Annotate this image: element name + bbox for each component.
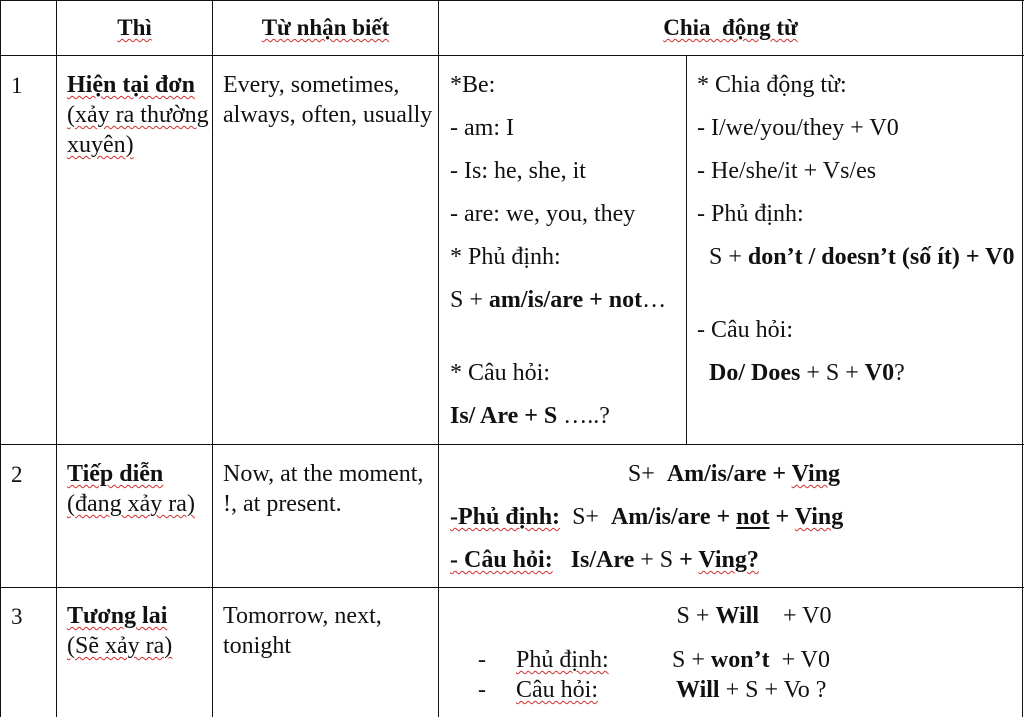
row1-be-neg-bold: am/is/are + not bbox=[488, 287, 643, 313]
row2-tense-desc: (đang xảy ra) bbox=[67, 491, 195, 517]
row1-verb-block bbox=[697, 70, 1019, 401]
row3-q-formula bbox=[676, 675, 826, 705]
row1-v-q-bold2: V0 bbox=[864, 360, 895, 386]
row3-q-tail: + S + Vo ? bbox=[719, 677, 827, 703]
row1-signal: Every, sometimes, always, often, usually bbox=[223, 72, 433, 128]
row1-be-neg-s: S + bbox=[450, 287, 489, 313]
row1-v-neg-s: S + bbox=[709, 244, 748, 270]
row1-be-am: - am: I bbox=[450, 115, 514, 141]
border-right bbox=[1022, 0, 1023, 717]
row3-neg-s: S + bbox=[672, 647, 711, 673]
row1-v-q-tail: ? bbox=[894, 360, 905, 386]
row3-affirmative bbox=[450, 601, 1018, 631]
row2-aff-s: S+ bbox=[627, 461, 667, 487]
row2-tense-name: Tiếp diễn bbox=[67, 461, 164, 487]
row1-v-q-mid: + S + bbox=[800, 360, 865, 386]
row2-question bbox=[450, 545, 1018, 588]
row2-aff-bold: Am/is/are + bbox=[666, 461, 792, 487]
row1-v-neg bbox=[697, 242, 1019, 315]
row3-neg-label: Phủ định: bbox=[516, 647, 609, 673]
row2-q-bold: Is/Are bbox=[552, 547, 635, 573]
row2-neg-s: S+ bbox=[560, 504, 611, 530]
row3-negative bbox=[478, 645, 1018, 675]
border-header-bottom bbox=[0, 55, 1024, 56]
row1-v-neg-title bbox=[697, 199, 1019, 242]
row3-neg-formula bbox=[672, 645, 830, 675]
row3-neg-bold: won’t bbox=[710, 647, 770, 673]
border-row1-bottom bbox=[0, 444, 1024, 445]
header-signal-text: Từ nhận biết bbox=[261, 15, 390, 40]
row1-v-q bbox=[697, 358, 1019, 401]
row2-signal: Now, at the moment, !, at present. bbox=[223, 461, 424, 517]
border-col3 bbox=[438, 0, 439, 717]
row2-aff-ving: Ving bbox=[791, 461, 841, 487]
row2-affirmative bbox=[450, 459, 1018, 502]
row1-be-title: *Be: bbox=[450, 72, 496, 98]
row2-negative bbox=[450, 502, 1018, 545]
border-col1 bbox=[56, 0, 57, 717]
header-conj-text: Chia động từ bbox=[663, 15, 798, 40]
row1-be-neg-title bbox=[450, 242, 682, 285]
row1-v-q-title bbox=[697, 315, 1019, 358]
row2-neg-bold: Am/is/are + bbox=[610, 504, 737, 530]
row3-number: 3 bbox=[11, 604, 23, 629]
row1-v-q-bold1: Do/ Does bbox=[709, 360, 801, 386]
row1-be-neg-tail: … bbox=[642, 287, 667, 313]
row3-q-bold: Will bbox=[676, 677, 720, 703]
row1-number: 1 bbox=[11, 73, 23, 98]
row1-be-are: - are: we, you, they bbox=[450, 201, 636, 227]
row2-q-ving: Ving? bbox=[698, 547, 759, 573]
row3-question bbox=[478, 675, 1018, 705]
row2-neg-ving: Ving bbox=[794, 504, 844, 530]
row3-neg-tail: + V0 bbox=[769, 647, 830, 673]
row1-be-neg-title-text: * Phủ định: bbox=[450, 244, 561, 270]
row1-v-neg-bold: don’t / doesn’t (số ít) + V0 bbox=[747, 244, 1015, 270]
row1-tense-name: Hiện tại đơn bbox=[67, 72, 195, 98]
row1-be-block bbox=[450, 70, 682, 444]
row3-aff-tail: + V0 bbox=[759, 603, 832, 629]
row1-v-neg-title-text: - Phủ định: bbox=[697, 201, 804, 227]
row1-v-plural: - I/we/you/they + V0 bbox=[697, 115, 899, 141]
row3-tense-desc: (Sẽ xảy ra) bbox=[67, 633, 173, 659]
row1-tense bbox=[67, 70, 209, 160]
row1-be-q-bold: Is/ Are + S bbox=[450, 403, 558, 429]
row3-q-label: Câu hỏi: bbox=[516, 677, 598, 703]
border-col4-row1 bbox=[686, 55, 687, 445]
border-col2 bbox=[212, 0, 213, 717]
row1-tense-desc: (xảy ra thường xuyên) bbox=[67, 102, 209, 158]
row1-be-q-tail: …..? bbox=[557, 403, 610, 429]
header-tense bbox=[57, 13, 212, 43]
row2-tense bbox=[67, 459, 209, 519]
row1-v-q-title-text: - Câu hỏi: bbox=[697, 317, 793, 343]
row2-q-label: - Câu hỏi: bbox=[450, 547, 553, 573]
row1-v-title bbox=[697, 70, 1019, 113]
row3-aff-bold: Will bbox=[715, 603, 760, 629]
row2-neg-not: not bbox=[736, 504, 770, 530]
row1-be-q bbox=[450, 401, 682, 444]
row2-q-plus: + bbox=[679, 547, 699, 573]
row1-be-neg bbox=[450, 285, 682, 358]
row2-neg-plus: + bbox=[769, 504, 795, 530]
row1-v-title-text: * Chia động từ: bbox=[697, 72, 847, 98]
row3-aff-s: S + bbox=[676, 603, 716, 629]
row3-signal: Tomorrow, next, tonight bbox=[223, 603, 382, 659]
row3-q-dash: - bbox=[478, 677, 486, 703]
row2-q-mid: + S bbox=[634, 547, 680, 573]
row2-number: 2 bbox=[11, 462, 23, 487]
row1-be-is: - Is: he, she, it bbox=[450, 158, 586, 184]
row2-conj-block bbox=[450, 459, 1018, 588]
row1-v-single: - He/she/it + Vs/es bbox=[697, 158, 877, 184]
header-signal bbox=[213, 13, 438, 43]
border-top bbox=[0, 0, 1024, 1]
row3-tense-name: Tương lai bbox=[67, 603, 168, 629]
header-conj bbox=[439, 13, 1022, 43]
row3-tense bbox=[67, 601, 209, 661]
row1-be-q-title: * Câu hỏi: bbox=[450, 360, 550, 386]
header-tense-text: Thì bbox=[117, 15, 152, 40]
row3-neg-dash: - bbox=[478, 647, 486, 673]
row2-neg-label: -Phủ định: bbox=[450, 504, 561, 530]
border-left bbox=[0, 0, 1, 717]
